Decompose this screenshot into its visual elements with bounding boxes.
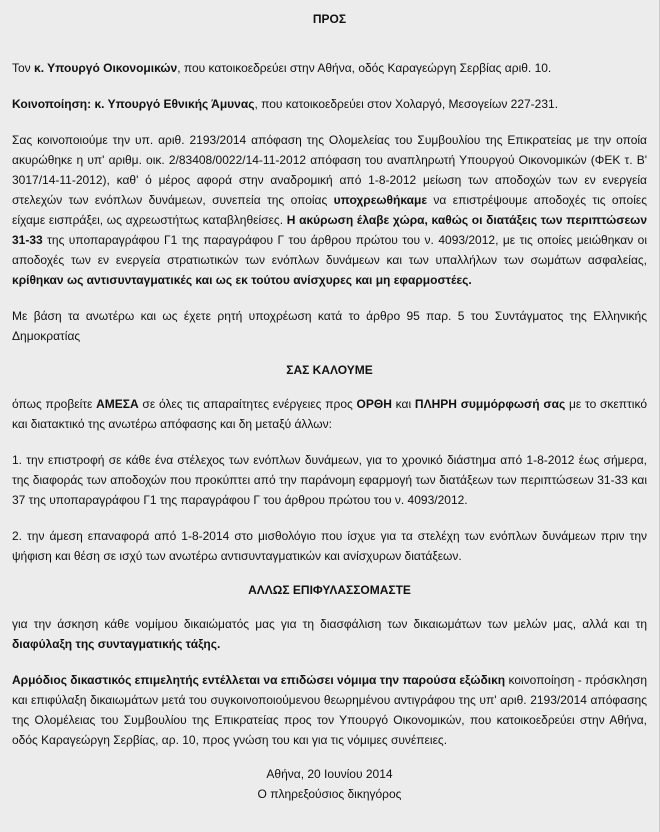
date-line: Αθήνα, 20 Ιουνίου 2014 [266,767,393,781]
cc-line: Κοινοποίηση: κ. Υπουργό Εθνικής Άμυνας, που κατοικοεδρεύει στον Χολαργό, Μεσογείων 227-231. [12,97,559,111]
body-paragraph-3: όπως προβείτε ΑΜΕΣΑ σε όλες τις απαραίτητες ενέργειες προς ΟΡΘΗ και ΠΛΗΡΗ συμμόρφωσή σας με το σκεπτικό και διατακτικό της ανωτέρω απόφασης και δη μεταξύ άλλων: [12,397,647,431]
body-paragraph-2: Με βάση τα ανωτέρω και ως έχετε ρητή υποχρέωση κατά το άρθρο 95 παρ. 5 του Συντάγματος της Ελληνικής Δημοκρατίας [12,309,647,343]
heading-pros: ΠΡΟΣ [312,12,347,26]
body-paragraph-5: Αρμόδιος δικαστικός επιμελητής εντέλλεται να επιδώσει νόμιμα την παρούσα εξώδικη κοινοποίηση - πρόσκληση και επιφύλαξη δικαιωμάτων μετά του συγκοινοποιούμενου θεωρημένου αντιγράφου της υπ' αριθ. 2193/2014 απόφασης της Ολομέλειας του Συμβουλίου της Επικρατείας προς τον Υπουργό Οικονομικών, που κατοικοεδρεύει στην Αθήνα, οδός Καραγεώργη Σερβίας, αρ. 10, προς γνώση του και για τις νόμιμες συνέπειες. [12,673,647,747]
list-item-1: 1. την επιστροφή σε κάθε ένα στέλεχος των ενόπλων δυνάμεων, για το χρονικό διάστημα από 1-8-2012 έως σήμερα, της διαφοράς των αποδοχών που προκύπτει από την παράνομη εφαρμογή των διατάξεων των περιπτώσεων 31-33 και 37 της υποπαραγράφου Γ1 της παραγράφου Γ του άρθρου πρώτου του ν. 4093/2012. [12,453,647,507]
body-paragraph-1: Σας κοινοποιούμε την υπ. αριθ. 2193/2014 απόφαση της Ολομελείας του Συμβουλίου της Επικρατείας με την οποία ακυρώθηκε η υπ' αριθμ. οικ. 2/83408/0022/14-11-2012 απόφαση του αναπληρωτή Υπουργού Οικονομικών (ΦΕΚ τ. Β' 3017/14-11-2012), καθ' ό μέρος αφορά στην αναδρομική από 1-8-2012 μείωση των αποδοχών των εν ενεργεία στελεχών των ενόπλων δυνάμεων, συνεπεία της οποίας υποχρεωθήκαμε να επιστρέψουμε αποδοχές τις οποίες είχαμε εισπράξει, ως αχρεωστήτως καταβληθείσες. Η ακύρωση έλαβε χώρα, καθώς οι διατάξεις των περιπτώσεων 31-33 της υποπαραγράφου Γ1 της παραγράφου Γ του άρθρου πρώτου του ν. 4093/2012, με τις οποίες μειώθηκαν οι αποδοχές των εν ενεργεία στρατιωτικών των ενόπλων δυνάμεων και των υπαλλήλων των σωμάτων ασφαλείας, κρίθηκαν ως αντισυνταγματικές και ως εκ τούτου ανίσχυρες και μη εφαρμοστέες. [12,133,647,287]
heading-allos: ΑΛΛΩΣ ΕΠΙΦΥΛΑΣΣΟΜΑΣΤΕ [248,583,411,597]
signer-line: Ο πληρεξούσιος δικηγόρος [257,787,402,801]
body-paragraph-4: για την άσκηση κάθε νομίμου δικαιώματός μας για τη διασφάλιση των δικαιωμάτων των μελών μας, αλλά και τη διαφύλαξη της συνταγματικής τάξης. [12,617,647,651]
heading-kaloume: ΣΑΣ ΚΑΛΟΥΜΕ [286,363,373,377]
recipient-line: Τον κ. Υπουργό Οικονομικών, που κατοικοεδρεύει στην Αθήνα, οδός Καραγεώργη Σερβίας αριθ. 10. [12,61,552,75]
list-item-2: 2. την άμεση επαναφορά από 1-8-2014 στο μισθολόγιο που ίσχυε για τα στελέχη των ενόπλων δυνάμεων πριν την ψήφιση και θέση σε ισχύ των ανωτέρω αντισυνταγματικών και ανίσχυρων διατάξεων. [12,529,647,563]
